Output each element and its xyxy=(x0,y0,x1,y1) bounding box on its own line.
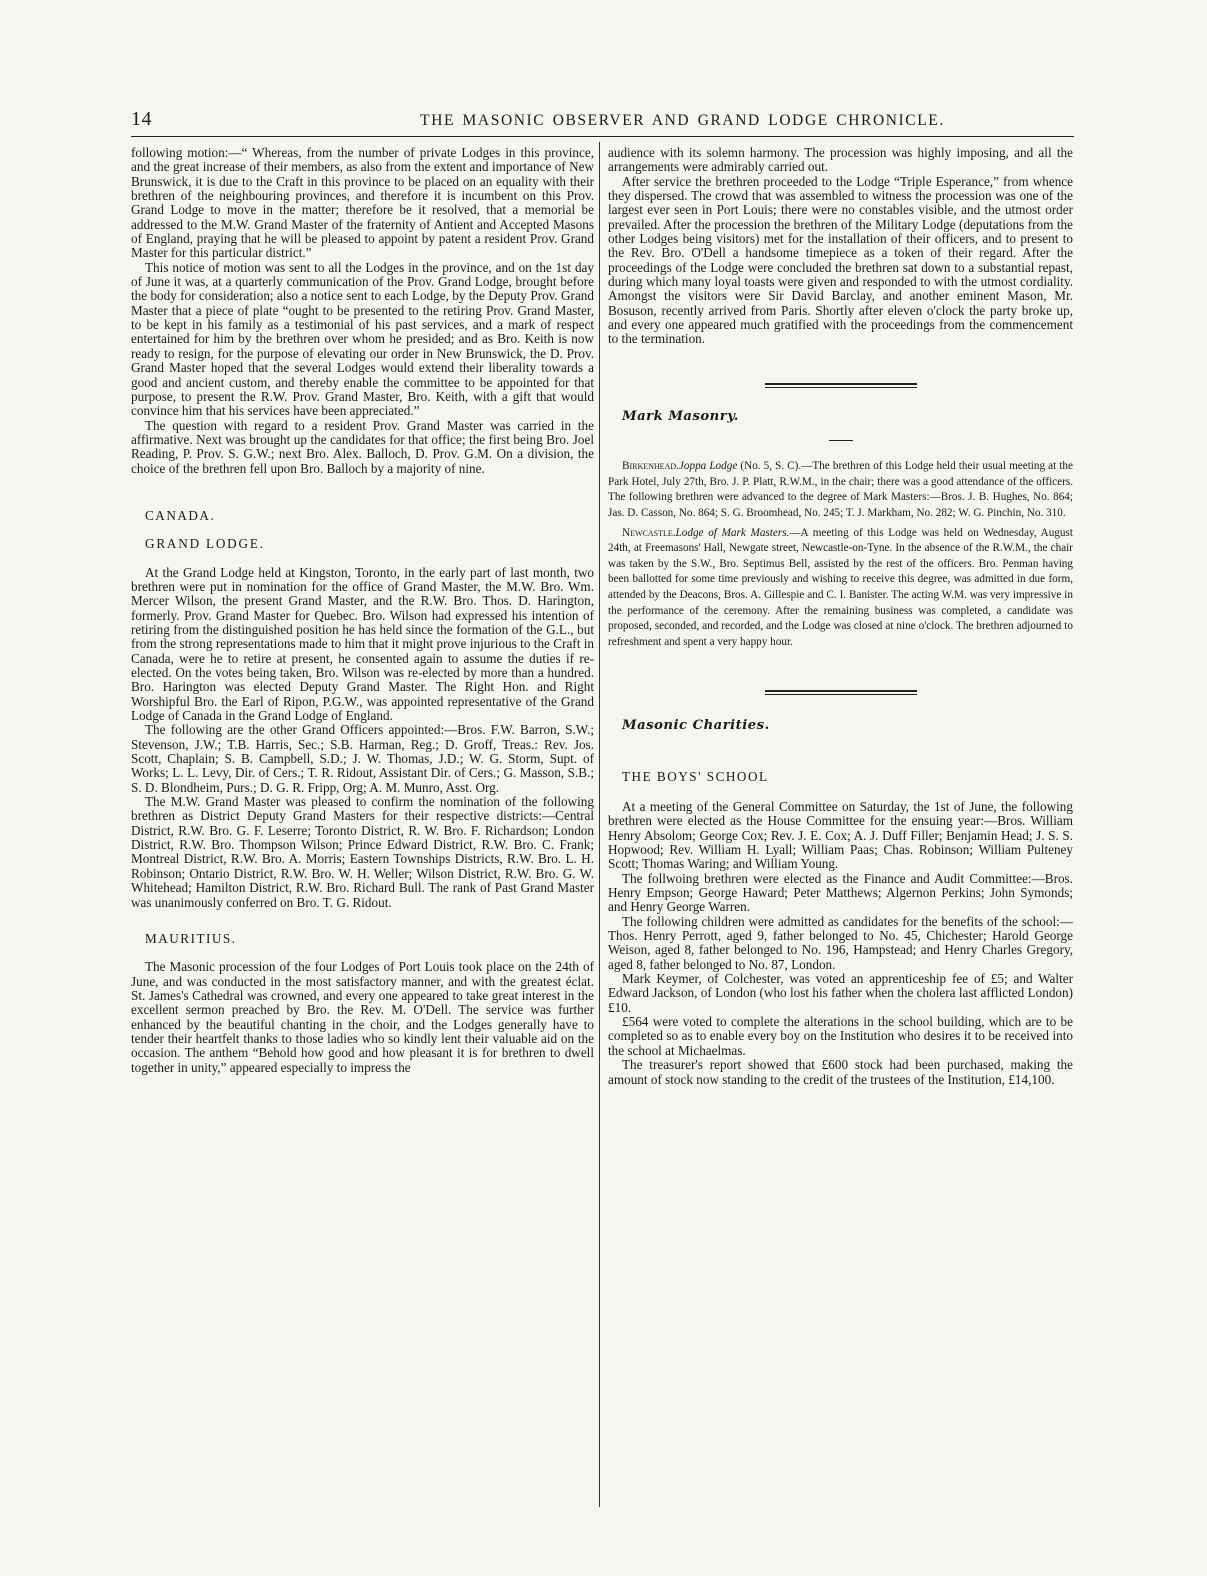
canada-paragraph-1: At the Grand Lodge held at Kingston, Toronto, in the early part of last month, two brethren were put in nomination for the office of Grand Master, the M.W. Bro. Wm. Mercer Wilson, the present Grand Master, and the R.W. Bro. Thos. D. Harington, formerly. Prov. Grand Master for Quebec. Bro. Wilson had expressed his intention of retiring from the distinguished position he has held since the formation of the G.L., but from the strong representations made to him that it might prove injurious to the Craft in Canada, were he to retire at present, he consented again to assume the duties if re-elected. On the votes being taken, Bro. Wilson was re-elected by more than a hundred. Bro. Harington was elected Deputy Grand Master. The Right Hon. and Right Worshipful Bro. the Earl of Ripon, P.G.W., was appointed representative of the Grand Lodge of Canada in the Grand Lodge of England. xyxy=(131,564,594,724)
boys-school-paragraph-1: At a meeting of the General Committee on Saturday, the 1st of June, the following brethren were elected as the House Committee for the ensuing year:—Bros. William Henry Absolom; George Cox; Rev. J. E. Cox; A. J. Duff Filler; Benjamin Head; J. S. S. Hopwood; Rev. William H. Lyall; William Paas; Chas. Robinson; William Pulteney Scott; Thomas Waring; and William Young. xyxy=(608,798,1073,872)
boys-school-paragraph-6: The treasurer's report showed that £600 stock had been purchased, making the amount of stock now standing to the credit of the trustees of the Institution, £14,100. xyxy=(608,1057,1073,1087)
nb-paragraph-1: following motion:—“ Whereas, from the number of private Lodges in this province, and the great increase of their members, as also from the extent and importance of New Brunswick, it is due to the Craft in this province to be placed on an equality with their brethren of the neighbouring provinces, and therefore it is incumbent on this Prov. Grand Lodge to move in the matter; therefore be it resolved, that a memorial be addressed to the M.W. Grand Master of the fraternity of Antient and Accepted Masons of England, praying that he will be pleased to appoint by patent a resident Prov. Grand Master for this particular district.” xyxy=(131,145,594,261)
nb-paragraph-3: The question with regard to a resident Prov. Grand Master was carried in the affirmative. Next was brought up the candidates for that office; the first being Bro. Joel Reading, P. Prov. S. G.W.; next Bro. Alex. Balloch, D. Prov. G.M. On a division, the choice of the brethren fell upon Bro. Balloch by a majority of nine. xyxy=(131,417,594,476)
masonic-charities-heading: Masonic Charities. xyxy=(622,718,770,734)
page-header xyxy=(131,108,1074,138)
newcastle-place: Newcastle. xyxy=(622,526,676,539)
birkenhead-report xyxy=(608,459,1073,521)
boys-school-paragraph-5: £564 were voted to complete the alterations in the school building, which are to be completed so as to enable every boy on the Institution who desires it to be received into the school at Michaelmas. xyxy=(608,1014,1073,1058)
mark-masters-lodge-name: Lodge of Mark Masters. xyxy=(675,526,790,539)
mauritius-paragraph: The Masonic procession of the four Lodges of Port Louis took place on the 24th of June, and was conducted in the most satisfactory manner, and with the greatest éclat. St. James's Cathedral was crowned, and every one appeared to take great interest in the excellent sermon preached by Bro. the Rev. M. O'Dell. The service was further enhanced by the beautiful chanting in the choir, and the Lodges generally have to tender their heartfelt thanks to those ladies who so kindly lent their valuable aid on the occasion. The anthem “Behold how good and how pleasant it is for brethren to dwell together in unity,” appeared especially to impress the xyxy=(131,959,594,1075)
page-number: 14 xyxy=(131,108,152,130)
nb-paragraph-2: This notice of motion was sent to all the Lodges in the province, and on the 1st day of June it was, at a quarterly communication of the Prov. Grand Lodge, brought before the body for consideration; also a notice sent to each Lodge, by the Deputy Prov. Grand Master that a piece of plate “ought to be presented to the retiring Prov. Grand Master, to be kept in his family as a testimonial of his past services, and a mark of respect entertained for him by the brethren over whom he presided; and as Bro. Keith is now ready to resign, for the purpose of elevating our order in New Brunswick, the D. Prov. Grand Master hoped that the several Lodges would extend their liberality towards a good and ancient custom, and thereby enable the committee to be appointed for that purpose, to present the R.W. Prov. Grand Master, Bro. Keith, with a gift that would convince him that his services have been appreciated.” xyxy=(131,259,594,419)
mauritius-continued-1: audience with its solemn harmony. The procession was highly imposing, and all the arrangements were admirably carried out. xyxy=(608,145,1073,175)
birkenhead-place: Birkenhead. xyxy=(622,460,679,473)
header-rule xyxy=(131,136,1074,137)
newcastle-text: —A meeting of this Lodge was held on Wednesday, August 24th, at Freemasons' Hall, Newgate street, Newcastle-on-Tyne. In the absence of the R.W.M., the chair was taken by the S.W., Bro. Septimus Bell, assisted by the rest of the officers. Bro. Penman having been ballotted for some time previously and wishing to receive this degree, was admitted in due form, attended by the Deacons, Bros. A. Gillespie and C. I. Banister. The acting W.M. was very impressive in the performance of the ceremony. After the remaining business was completed, a candidate was proposed, seconded, and recorded, and the Lodge was closed at nine o'clock. The brethren adjourned to refreshment and spent a very happy hour. xyxy=(608,526,1073,648)
mauritius-continued-2: After service the brethren proceeded to the Lodge “Triple Esperance,” from whence they dispersed. The crowd that was assembled to witness the procession was one of the largest ever seen in Port Louis; there were no constables visible, and the utmost order prevailed. After the procession the brethren of the Military Lodge (deputations from the other Lodges being visitors) met for the installation of their officers, and to present to the Rev. Bro. O'Dell a handsome timepiece as a token of their regard. After the proceedings of the Lodge were concluded the brethren sat down to a substantial repast, during which many loyal toasts were given and responded to with the utmost cordiality. Amongst the visitors were Sir David Barclay, and another eminent Mason, Mr. Bosuson, recently arrived from Paris. Shortly after eleven o'clock the party broke up, and every one appeared much gratified with the proceedings from the commencement to the termination. xyxy=(608,173,1073,347)
newcastle-report xyxy=(608,526,1073,651)
canada-paragraph-3: The M.W. Grand Master was pleased to confirm the nomination of the following brethren as District Deputy Grand Masters for their respective districts:—Central District, R.W. Bro. G. F. Leserre; Toronto District, R. W. Bro. F. Richardson; London District, R.W. Bro. Thompson Wilson; Prince Edward District, R.W. Bro. C. Frank; Montreal District, R.W. Bro. A. Morris; Eastern Townships Districts, R.W. Bro. L. H. Robinson; Ontario District, R.W. Bro. W. H. Weller; Wilson District, R.W. Bro. G. W. Whitehead; Hamilton District, R.W. Bro. Richard Bull. The rank of Past Grand Master was unanimously conferred on Bro. T. G. Ridout. xyxy=(131,794,594,910)
boys-school-paragraph-4: Mark Keymer, of Colchester, was voted an apprenticeship fee of £5; and Walter Edward Jackson, of London (who lost his father when the cholera last afflicted London) £10. xyxy=(608,971,1073,1015)
boys-school-paragraph-2: The follwoing brethren were elected as the Finance and Audit Committee:—Bros. Henry Empson; George Haward; Peter Matthews; Algernon Perkins; John Symonds; and Henry George Warren. xyxy=(608,870,1073,915)
right-column xyxy=(608,146,1073,1087)
joppa-lodge-name: Joppa Lodge xyxy=(678,460,738,473)
column-divider xyxy=(599,142,600,1507)
running-title: THE MASONIC OBSERVER AND GRAND LODGE CHRONICLE. xyxy=(420,112,945,129)
mauritius-heading: MAURITIUS. xyxy=(145,930,237,946)
grand-lodge-subheading: GRAND LODGE. xyxy=(145,536,265,552)
boys-school-heading: THE BOYS' SCHOOL xyxy=(622,768,769,784)
left-column xyxy=(131,146,594,1075)
mark-masonry-heading: Mark Masonry. xyxy=(622,408,739,424)
boys-school-paragraph-3: The following children were admitted as candidates for the benefits of the school:—Thos. Henry Perrott, aged 9, father belonged to No. 45, Chichester; Harold George Weison, aged 8, father belonged to No. 196, Hampstead; and Henry Charles Gregory, aged 8, father belonged to No. 87, London. xyxy=(608,913,1073,972)
canada-heading: CANADA. xyxy=(145,507,216,523)
canada-paragraph-2: The following are the other Grand Officers appointed:—Bros. F.W. Barron, S.W.; Stevenson, J.W.; T.B. Harris, Sec.; S.B. Harman, Reg.; D. Groff, Treas.: Rev. Jos. Scott, Chaplain; S. B. Campbell, S.D.; J. W. Thomas, J.D.; W. G. Storm, Supt. of Works; L. L. Levy, Dir. of Cers.; T. R. Ridout, Assistant Dir. of Cers.; G. Masson, S.B.; S. D. Blondheim, Purs.; D. G. R. Fripp, Org; A. M. Munro, Asst. Org. xyxy=(131,722,594,795)
birkenhead-text: (No. 5, S. C).—The brethren of this Lodge held their usual meeting at the Park Hotel, July 27th, Bro. J. P. Platt, R.W.M., in the chair; there was a good attendance of the officers. The following brethren were advanced to the degree of Mark Masters:—Bros. J. B. Hughes, No. 864; Jas. D. Casson, No. 864; S. G. Broomhead, No. 245; T. J. Markham, No. 282; W. G. Pinchin, No. 310. xyxy=(608,460,1073,519)
